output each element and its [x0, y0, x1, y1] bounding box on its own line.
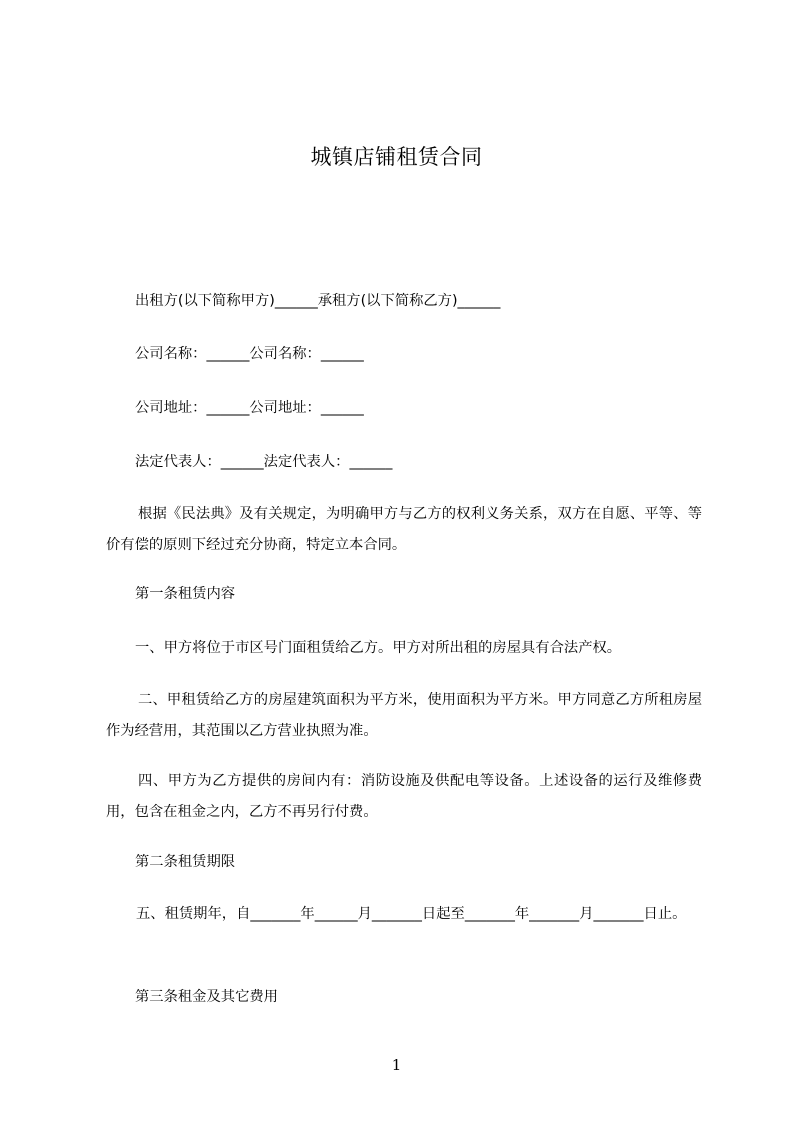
document-title: 城镇店铺租赁合同: [310, 145, 483, 169]
legal-representative-line: 法定代表人：______法定代表人：______: [135, 454, 393, 470]
clause-1: 一、甲方将位于市区号门面租赁给乙方。甲方对所出租的房屋具有合法产权。: [135, 640, 622, 656]
clause-2: 二、甲租赁给乙方的房屋建筑面积为平方米，使用面积为平方米。甲方同意乙方所租房屋作为经营用，其范围以乙方营业执照为准。: [106, 692, 702, 739]
parties-line: 出租方(以下简称甲方)______承租方(以下简称乙方)______: [135, 293, 501, 309]
clause-4: 四、甲方为乙方提供的房间内有：消防设施及供配电等设备。上述设备的运行及维修费用，包含在租金之内，乙方不再另行付费。: [106, 773, 702, 820]
article-2-heading: 第二条租赁期限: [135, 854, 236, 870]
article-3-heading: 第三条租金及其它费用: [135, 989, 278, 1005]
preamble-paragraph: 根据《民法典》及有关规定，为明确甲方与乙方的权利义务关系，双方在自愿、平等、等价有偿的原则下经过充分协商，特定立本合同。: [106, 506, 702, 553]
clause-5: 五、租赁期年，自_______年______月_______日起至_______年_______月_______日止。: [136, 906, 687, 922]
page-number: 1: [391, 1056, 402, 1074]
company-address-line: 公司地址：______公司地址：______: [135, 400, 364, 416]
company-name-line: 公司名称：______公司名称：______: [135, 346, 364, 362]
article-1-heading: 第一条租赁内容: [135, 586, 236, 602]
